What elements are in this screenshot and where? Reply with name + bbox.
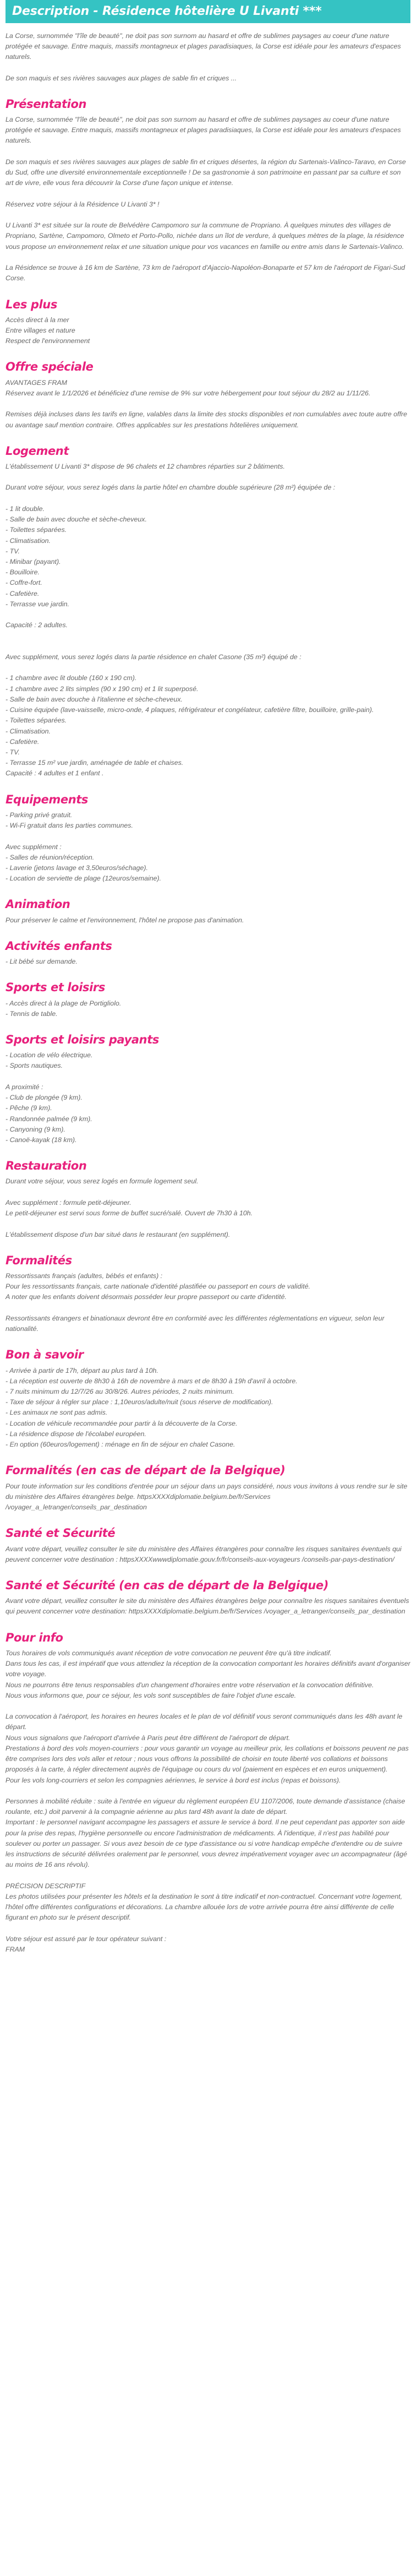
section-body: Tous horaires de vols communiqués avant réception de votre convocation ne peuvent être qu'à titre indicatif. Dans tous les cas, il est impératif que vous attendiez la réception de la convocation comportant les horaires définitifs avant d'organiser votre voyage. Nous ne pourrons être tenus responsables d'un changement d'horaires entre votre réservation et la convocation définitive. Nous vous informons que, pour ce séjour, les vols sont susceptibles de faire l'objet d'une escale. La convocation à l'aéroport, les horaires en heures locales et le plan de vol définitif vous seront communiqués dans les 48h avant le départ. Nous vous signalons que l'aéroport d'arrivée à Paris peut être différent de l'aéroport de départ. Prestations à bord des vols moyen-courriers : pour vous garantir un voyage au meilleur prix, les collations et boissons peuvent ne pas être comprises lors des vols aller et retour ; nous vous offrons la possibilité de choisir en toute liberté vos collations et boissons proposés à la carte, à régler directement auprès de l'équipage ou cours du vol (paiement en espèces et en euros uniquement). Pour les vols long-courriers et selon les compagnies aériennes, le service à bord est inclus (repas et boissons). Personnes à mobilité réduite : suite à l'entrée en vigueur du règlement européen EU 1107/2006, toute demande d'assistance (chaise roulante, etc.) doit parvenir à la compagnie aérienne au plus tard 48h avant la date de départ. Important : le personnel navigant accompagne les passagers et assure le service à bord. Il ne peut cependant pas apporter son aide pour la prise des repas, l'hygiène personnelle ou encore l'administration de médicaments. À l'identique, il n'est pas habilité pour soulever ou porter un passager. Si vous avez besoin de ce type d'assistance ou si votre handicap empêche d'entendre ou de suivre les instructions de sécurité délivrées oralement par le personnel, vous devrez impérativement voyager avec un accompagnateur (âgé au moins de 16 ans révolu). PRÉCISION DESCRIPTIF Les photos utilisées pour présenter les hôtels et la destination le sont à titre indicatif et non-contractuel. Concernant votre logement, l'hôtel offre différentes configurations et décorations. La chambre allouée lors de votre arrivée pourra être ainsi différente de celle figurant en photo sur le présent descriptif. Votre séjour est assuré par le tour opérateur suivant : FRAM bbox=[6, 1649, 410, 1953]
section-title: Activités enfants bbox=[6, 939, 112, 953]
section-title: Formalités bbox=[6, 1253, 72, 1267]
section-activites-enfants bbox=[6, 939, 410, 967]
section-formalites-belgique bbox=[6, 1463, 410, 1513]
section-logement bbox=[6, 444, 410, 779]
section-title: Restauration bbox=[6, 1159, 87, 1173]
section-body: - Location de vélo électrique. - Sports nautiques. A proximité : - Club de plongée (9 km). - Pêche (9 km). - Randonnée palmée (9 km). - Canyoning (9 km). - Canoë-kayak (18 km). bbox=[6, 1051, 93, 1144]
section-body: - Accès direct à la plage de Portigliolo. - Tennis de table. bbox=[6, 999, 122, 1018]
section-title: Santé et Sécurité bbox=[6, 1526, 116, 1540]
section-offre-speciale bbox=[6, 360, 410, 430]
section-formalites bbox=[6, 1253, 410, 1335]
section-title: Bon à savoir bbox=[6, 1348, 84, 1362]
section-sante-securite-belgique bbox=[6, 1578, 410, 1617]
section-title: Sports et loisirs bbox=[6, 981, 105, 994]
section-title: Formalités (en cas de départ de la Belgique) bbox=[6, 1464, 286, 1477]
section-body: Accès direct à la mer Entre villages et nature Respect de l'environnement bbox=[6, 316, 90, 345]
section-body: AVANTAGES FRAM Réservez avant le 1/1/2026 et bénéficiez d'une remise de 9% sur votre hébergement pour tout séjour du 28/2 au 1/11/26. Remises déjà incluses dans les tarifs en ligne, valables dans la limite des stocks disponibles et non cumulables avec toute autre offre ou avantage sauf mention contraire. Offres applicables sur les prestations hôtelières uniquement. bbox=[6, 378, 408, 429]
section-body: - Lit bébé sur demande. bbox=[6, 958, 78, 966]
section-title: Animation bbox=[6, 898, 70, 911]
section-restauration bbox=[6, 1159, 410, 1240]
section-title: Sports et loisirs payants bbox=[6, 1033, 159, 1046]
section-body: L'établissement U Livanti 3* dispose de 96 chalets et 12 chambres réparties sur 2 bâtiments. Durant votre séjour, vous serez logés dans la partie hôtel en chambre double supérieure (28 m²) équipée de : - 1 lit double. - Salle de bain avec douche et sèche-cheveux. - Toilettes séparées. - Climatisation. - TV. - Minibar (payant). - Bouilloire. - Coffre-fort. - Cafetière. - Terrasse vue jardin. Capacité : 2 adultes. Avec supplément, vous serez logés dans la partie résidence en chalet Casone (35 m²) équipé de : - 1 chambre avec lit double (160 x 190 cm). - 1 chambre avec 2 lits simples (90 x 190 cm) et 1 lit superposé. - Salle de bain avec douche à l'italienne et sèche-cheveux. - Cuisine équipée (lave-vaisselle, micro-onde, 4 plaques, réfrigérateur et congélateur, cafetière filtre, bouilloire, grille-pain). - Toilettes séparées. - Climatisation. - Cafetière. - TV. - Terrasse 15 m² vue jardin, aménagée de table et chaises. Capacité : 4 adultes et 1 enfant . bbox=[6, 463, 374, 778]
section-body: - Arrivée à partir de 17h, départ au plus tard à 10h. - La réception est ouverte de 8h30 à 16h de novembre à mars et de 8h30 à 19h d'avril à octobre. - 7 nuits minimum du 12/7/26 au 30/8/26. Autres périodes, 2 nuits minimum. - Taxe de séjour à régler sur place : 1,10euros/adulte/nuit (sous réserve de modification). - Les animaux ne sont pas admis. - Location de véhicule recommandée pour partir à la découverte de la Corse. - La résidence dispose de l'écolabel européen. - En option (60euros/logement) : ménage en fin de séjour en chalet Casone. bbox=[6, 1366, 298, 1449]
section-sports-loisirs-payants bbox=[6, 1032, 410, 1145]
section-equipements bbox=[6, 792, 410, 884]
section-bon-a-savoir bbox=[6, 1347, 410, 1450]
section-body: Pour toute information sur les conditions d'entrée pour un séjour dans un pays considéré, nous vous invitons à vous rendre sur le site du ministère des Affaires étrangères belge. httpsXXXXdiplomatie.belgium.be/fr/Services /voyager_a_letranger/conseils_par_destination bbox=[6, 1482, 408, 1512]
section-body: Durant votre séjour, vous serez logés en formule logement seul. Avec supplément : formule petit-déjeuner. Le petit-déjeuner est servi sous forme de buffet sucré/salé. Ouvert de 7h30 à 10h. L'établissement dispose d'un bar situé dans le restaurant (en supplément). bbox=[6, 1177, 253, 1238]
section-title: Santé et Sécurité (en cas de départ de la Belgique) bbox=[6, 1578, 329, 1592]
section-sante-securite bbox=[6, 1526, 410, 1565]
section-body: Avant votre départ, veuillez consulter le site du ministère des Affaires étrangères pour connaître les risques sanitaires éventuels qui peuvent concerner votre destination : httpsXXXXwwwdiplomatie.gouv.fr/fr/conseils-aux-voyageurs /conseils-par-pays-destination/ bbox=[6, 1545, 402, 1563]
section-animation bbox=[6, 897, 410, 925]
intro-text: La Corse, surnommée "l'île de beauté", ne doit pas son surnom au hasard et offre de sublimes paysages au coeur d'une nature protégée et sauvage. Entre maquis, massifs montagneux et plages paradisiaques, la Corse est idéale pour les amateurs d'espaces naturels. De son maquis et ses rivières sauvages aux plages de sable fin et criques ... bbox=[6, 31, 401, 82]
section-title: Logement bbox=[6, 444, 69, 458]
section-title: Offre spéciale bbox=[6, 360, 94, 374]
section-sports-loisirs bbox=[6, 980, 410, 1019]
section-title: Présentation bbox=[6, 97, 87, 111]
section-pour-info bbox=[6, 1631, 410, 1955]
section-title: Equipements bbox=[6, 792, 89, 806]
section-body: La Corse, surnommée "l'île de beauté", ne doit pas son surnom au hasard et offre de sublimes paysages au coeur d'une nature protégée et sauvage. Entre maquis, massifs montagneux et plages paradisiaques, la Corse est idéale pour les amateurs d'espaces naturels. De son maquis et ses rivières sauvages aux plages de sable fin et criques désertes, la région du Sartenais-Valinco-Taravo, en Corse du Sud, offre une diversité environnementale exceptionnelle ! De sa gastronomie à son patrimoine en passant par sa culture et son art de vivre, elle vous fera découvrir la Corse d'une façon unique et intense. Réservez votre séjour à la Résidence U Livanti 3* ! U Livanti 3* est située sur la route de Belvédère Campomoro sur la commune de Propriano. À quelques minutes des villages de Propriano, Sartène, Campomoro, Olmeto et Porto-Pollo, nichée dans un îlot de verdure, à quelques mètres de la plage, la résidence vous propose un environnement relax et une situation unique pour vos vacances en famille ou entre amis dans le Sartenais-Valinco. La Résidence se trouve à 16 km de Sartène, 73 km de l'aéroport d'Ajaccio-Napoléon-Bonaparte et 57 km de l'aéroport de Figari-Sud Corse. bbox=[6, 116, 406, 282]
section-presentation bbox=[6, 97, 410, 284]
section-title: Pour info bbox=[6, 1631, 63, 1644]
section-body: - Parking privé gratuit. - Wi-Fi gratuit dans les parties communes. Avec supplément : - Salles de réunion/réception. - Laverie (jetons lavage et 3,50euros/séchage). - Location de serviette de plage (12euros/semaine). bbox=[6, 811, 162, 883]
section-body: Pour préserver le calme et l'environnement, l'hôtel ne propose pas d'animation. bbox=[6, 916, 244, 924]
section-body: Avant votre départ, veuillez consulter le site du ministère des Affaires étrangères belge pour connaître les risques sanitaires éventuels qui peuvent concerner votre destination: httpsXXXXdiplomatie.belgium.be/fr/Services /voyager_a_letranger/conseils_par_destination bbox=[6, 1597, 409, 1616]
section-les-plus bbox=[6, 297, 410, 347]
section-title: Les plus bbox=[6, 297, 57, 311]
section-body: Ressortissants français (adultes, bébés et enfants) : Pour les ressortissants français, carte nationale d'identité plastifiée ou passeport en cours de validité. A noter que les enfants doivent désormais posséder leur propre passeport ou carte d'identité. Ressortissants étrangers et binationaux devront être en conformité avec les différentes réglementations en vigueur, selon leur nationalité. bbox=[6, 1272, 385, 1333]
page-title: Description - Résidence hôtelière U Livanti *** bbox=[6, 0, 410, 23]
